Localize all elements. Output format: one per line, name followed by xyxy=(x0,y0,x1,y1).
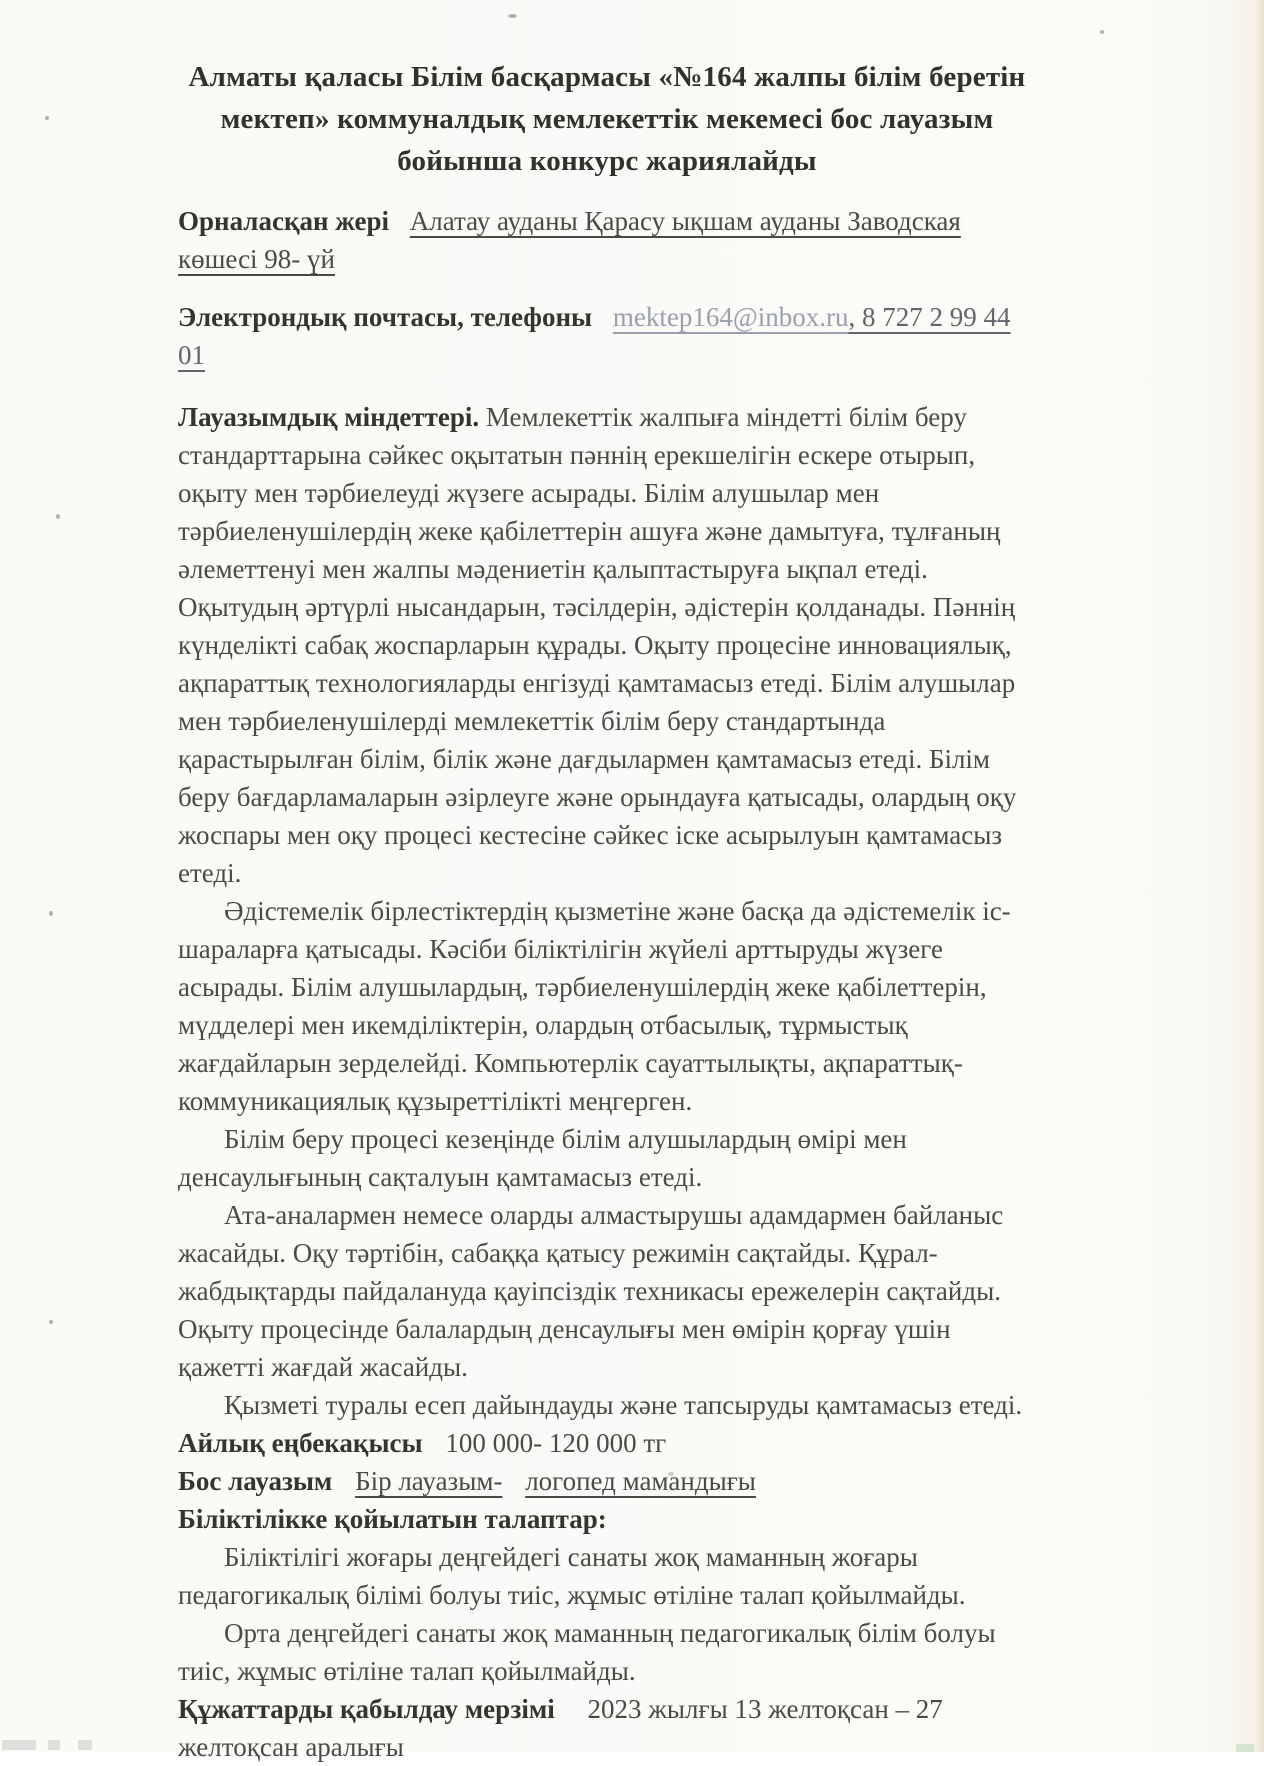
duties-paragraph: Ата-аналармен немесе оларды алмастырушы адамдармен байланыс жасайды. Оқу тәртібін, сабаққа қатысу режимін сақтайды. Құрал-жабдықтарды пайдалануда қауіпсіздік техникасы ережелерін сақтайды. Оқыту процесінде балалардың денсаулығы мен өмірін қорғау үшін қажетті жағдай жасайды. xyxy=(178,1200,1004,1382)
vacancy-label: Бос лауазым xyxy=(178,1466,333,1496)
duties-label: Лауазымдық міндеттері. xyxy=(178,402,480,432)
scan-speck xyxy=(508,14,517,18)
document-title: Алматы қаласы Білім басқармасы «№164 жалпы білім беретін мектеп» коммуналдық мемлекеттік мекемесі бос лауазым бойынша конкурс жариялайды xyxy=(188,61,1026,177)
salary-value: 100 000- 120 000 тг xyxy=(445,1428,667,1458)
deadline-value: 2023 жылғы 13 желтоқсан – 27 желтоқсан аралығы xyxy=(178,1694,943,1762)
salary-label: Айлық еңбекақысы xyxy=(178,1428,423,1458)
document-content xyxy=(178,56,1036,1766)
duties-paragraph: Білім беру процесі кезеңінде білім алушылардың өмірі мен денсаулығының сақталуын қамтамасыз етеді. xyxy=(178,1124,907,1192)
salary-line xyxy=(178,1424,1036,1462)
scan-mark xyxy=(78,1740,92,1750)
scan-mark xyxy=(1236,1744,1254,1752)
location-value: Алатау ауданы Қарасу ықшам ауданы Заводская көшесі 98- үй xyxy=(178,206,961,274)
qualification-paragraph: Біліктілігі жоғары деңгейдегі санаты жоқ маманның жоғары педагогикалық білімі болуы тиіс, жұмыс өтіліне талап қойылмайды. xyxy=(178,1542,966,1610)
duties-intro-paragraph xyxy=(178,398,1036,892)
location-label: Орналасқан жері xyxy=(178,206,390,236)
scan-speck xyxy=(49,911,53,916)
deadline-label: Құжаттарды қабылдау мерзімі xyxy=(178,1694,555,1724)
scan-edge-shadow xyxy=(1255,0,1264,1752)
scan-mark xyxy=(2,1740,36,1750)
vacancy-specialty: логопед мамандығы xyxy=(525,1466,756,1496)
location-line xyxy=(178,202,1036,278)
contact-line xyxy=(178,298,1036,374)
duties-paragraph: Әдістемелік бірлестіктердің қызметіне және басқа да әдістемелік іс-шараларға қатысады. Кәсіби біліктілігін жүйелі арттыруды жүзеге асырады. Білім алушылардың, тәрбиеленушілердің жеке қабілеттерін, мүдделері мен икемділіктерін, олардың отбасылық, тұрмыстық жағдайларын зерделейді. Компьютерлік сауаттылықты, ақпараттық-коммуникациялық құзыреттілікті меңгерген. xyxy=(178,896,1011,1116)
scan-speck xyxy=(49,1320,53,1324)
vacancy-count: Бір лауазым- xyxy=(355,1466,503,1496)
email-address: mektep164@inbox.ru xyxy=(612,302,849,332)
qualification-paragraph: Орта деңгейдегі санаты жоқ маманның педагогикалық білім болуы тиіс, жұмыс өтіліне талап қойылмайды. xyxy=(178,1618,996,1686)
phone-number: , 8 727 2 99 44 01 xyxy=(178,302,1011,370)
scan-speck xyxy=(668,1472,674,1476)
qualification-heading: Біліктілікке қойылатын талаптар: xyxy=(178,1504,607,1534)
duties-paragraph: Қызметі туралы есеп дайындауды және тапсыруды қамтамасыз етеді. xyxy=(224,1390,1023,1420)
scan-mark xyxy=(48,1740,60,1750)
deadline-line xyxy=(178,1690,1036,1766)
duties-intro-text: Мемлекеттік жалпыға міндетті білім беру стандарттарына сәйкес оқытатын пәннің ерекшелігін ескере отырып, оқыту мен тәрбиелеуді жүзеге асырады. Білім алушылар мен тәрбиеленушілердің жеке қабілеттерін ашуға және дамытуға, тұлғаның әлеметтенуі мен жалпы мәдениетін қалыптастыруға ықпал етеді. Оқытудың әртүрлі нысандарын, тәсілдерін, әдістерін қолданады. Пәннің күнделікті сабақ жоспарларын құрады. Оқыту процесіне инновациялық, ақпараттық технологияларды енгізуді қамтамасыз етеді. Білім алушылар мен тәрбиеленушілерді мемлекеттік білім беру стандартында қарастырылған білім, білік және дағдылармен қамтамасыз етеді. Білім беру бағдарламаларын әзірлеуге және орындауға қатысады, олардың оқу жоспары мен оқу процесі кестесіне сәйкес іске асырылуын қамтамасыз етеді. xyxy=(178,402,1017,888)
vacancy-line xyxy=(178,1462,1036,1500)
scan-speck xyxy=(1100,30,1104,34)
scan-speck xyxy=(45,116,49,120)
contact-label: Электрондық почтасы, телефоны xyxy=(178,302,593,332)
scan-speck xyxy=(56,514,60,519)
